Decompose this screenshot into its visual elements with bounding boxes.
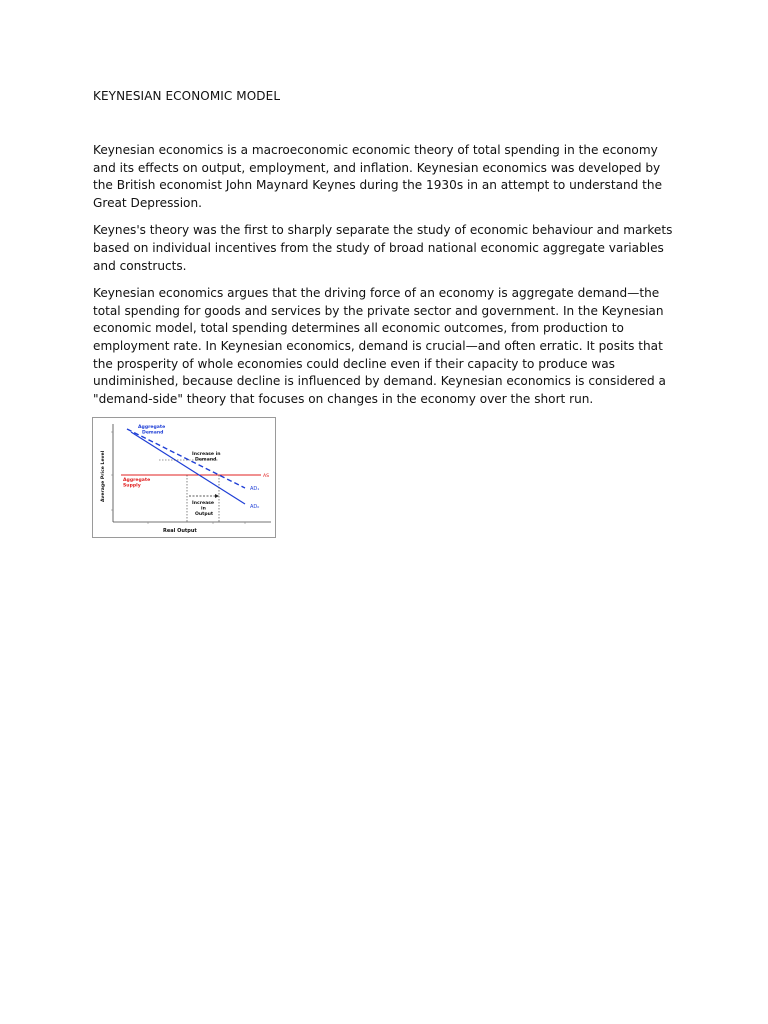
paragraph-2: Keynes's theory was the first to sharply separate the study of economic behaviour and markets based on individual incentives from the study of broad national economic aggregate variables and constructs. bbox=[93, 223, 673, 273]
paragraph-1: Keynesian economics is a macroeconomic economic theory of total spending in the economy and its effects on output, employment, and inflation. Keynesian economics was developed by the British economist John Maynard Keynes during the 1930s in an attempt to understand the Great Depression. bbox=[93, 143, 663, 210]
label-increase-demand-1: Increase in bbox=[192, 452, 221, 457]
document-title: KEYNESIAN ECONOMIC MODEL bbox=[93, 89, 281, 103]
label-ad0: AD₀ bbox=[250, 504, 260, 510]
label-increase-output-3: Output bbox=[195, 512, 214, 517]
output-arrowhead bbox=[215, 494, 219, 498]
label-aggregate-demand-2: Demand bbox=[142, 430, 164, 436]
label-increase-output-1: Increase bbox=[192, 501, 215, 506]
label-ad1: AD₁ bbox=[250, 486, 260, 492]
ad0-curve bbox=[131, 432, 245, 504]
diagram-svg bbox=[93, 418, 275, 537]
label-increase-output-2: in bbox=[201, 506, 206, 512]
x-axis-label: Real Output bbox=[163, 528, 197, 534]
label-aggregate-supply-2: Supply bbox=[123, 483, 141, 489]
label-as: AS bbox=[263, 474, 270, 479]
label-aggregate-demand-1: Aggregate bbox=[138, 425, 166, 430]
label-increase-demand-2: Demand bbox=[195, 457, 217, 463]
keynesian-diagram bbox=[92, 417, 276, 538]
label-aggregate-supply-1: Aggregate bbox=[123, 478, 151, 483]
document-body bbox=[93, 142, 679, 418]
paragraph-3: Keynesian economics argues that the driving force of an economy is aggregate demand—the total spending for goods and services by the private sector and government. In the Keynesian economic model, total spending determines all economic outcomes, from production to employment rate. In Keynesian economics, demand is crucial—and often erratic. It posits that the prosperity of whole economies could decline even if their capacity to produce was undiminished, because decline is influenced by demand. Keynesian economics is considered a "demand-side" theory that focuses on changes in the economy over the short run. bbox=[93, 286, 666, 406]
y-axis-label: Average Price Level bbox=[101, 450, 106, 502]
